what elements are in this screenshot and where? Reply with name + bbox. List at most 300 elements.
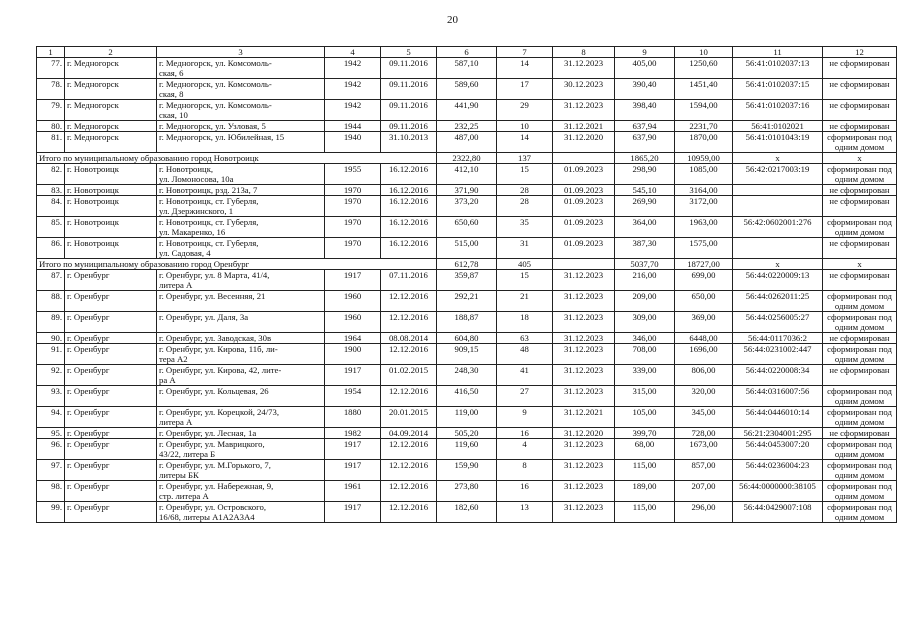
address-cell: г. Оренбург, ул. Заводская, 30в bbox=[157, 333, 325, 344]
row-number-cell: 95. bbox=[37, 428, 65, 439]
value-cell: 269,90 bbox=[615, 196, 675, 217]
status-cell: сформирован под одним домом bbox=[823, 132, 897, 153]
value-cell: 1085,00 bbox=[675, 164, 733, 185]
count-cell: 14 bbox=[497, 132, 553, 153]
count-cell: 137 bbox=[497, 153, 553, 164]
table-row bbox=[37, 217, 897, 238]
end-date-cell bbox=[553, 259, 615, 270]
area-cell: 248,30 bbox=[437, 365, 497, 386]
end-date-cell: 01.09.2023 bbox=[553, 238, 615, 259]
value-cell: 399,70 bbox=[615, 428, 675, 439]
end-date-cell: 31.12.2023 bbox=[553, 386, 615, 407]
status-cell: сформирован под одним домом bbox=[823, 312, 897, 333]
year-cell: 1970 bbox=[325, 217, 381, 238]
status-cell: не сформирован bbox=[823, 270, 897, 291]
area-cell: 232,25 bbox=[437, 121, 497, 132]
status-cell: не сформирован bbox=[823, 238, 897, 259]
row-number-cell: 77. bbox=[37, 58, 65, 79]
page-number: 20 bbox=[447, 14, 458, 26]
date-cell: 12.12.2016 bbox=[381, 344, 437, 365]
end-date-cell: 01.09.2023 bbox=[553, 185, 615, 196]
end-date-cell: 31.12.2023 bbox=[553, 291, 615, 312]
address-cell: г. Оренбург, ул. Островского, 16/68, литеры А1А2А3А4 bbox=[157, 502, 325, 523]
year-cell: 1964 bbox=[325, 333, 381, 344]
date-cell: 20.01.2015 bbox=[381, 407, 437, 428]
date-cell: 16.12.2016 bbox=[381, 238, 437, 259]
value-cell: 6448,00 bbox=[675, 333, 733, 344]
table-row bbox=[37, 270, 897, 291]
area-cell: 371,90 bbox=[437, 185, 497, 196]
date-cell: 09.11.2016 bbox=[381, 100, 437, 121]
date-cell: 09.11.2016 bbox=[381, 58, 437, 79]
count-cell: 10 bbox=[497, 121, 553, 132]
table-row bbox=[37, 386, 897, 407]
table-row bbox=[37, 407, 897, 428]
value-cell: 1451,40 bbox=[675, 79, 733, 100]
value-cell: 5037,70 bbox=[615, 259, 675, 270]
date-cell: 16.12.2016 bbox=[381, 185, 437, 196]
city-cell: г. Оренбург bbox=[65, 502, 157, 523]
cadastral-cell: 56:44:0117036:2 bbox=[733, 333, 823, 344]
year-cell: 1970 bbox=[325, 238, 381, 259]
value-cell: 209,00 bbox=[615, 291, 675, 312]
area-cell: 412,10 bbox=[437, 164, 497, 185]
table-row bbox=[37, 121, 897, 132]
date-cell: 12.12.2016 bbox=[381, 386, 437, 407]
end-date-cell: 31.12.2021 bbox=[553, 121, 615, 132]
cadastral-cell: 56:42:0217003:19 bbox=[733, 164, 823, 185]
cadastral-cell: 56:44:0236004:23 bbox=[733, 460, 823, 481]
address-cell: г. Медногорск, ул. Комсомоль- ская, 6 bbox=[157, 58, 325, 79]
date-cell: 04.09.2014 bbox=[381, 428, 437, 439]
value-cell: 296,00 bbox=[675, 502, 733, 523]
cadastral-cell: 56:44:0256005:27 bbox=[733, 312, 823, 333]
area-cell: 515,00 bbox=[437, 238, 497, 259]
year-cell: 1960 bbox=[325, 312, 381, 333]
header-cell-5: 5 bbox=[381, 47, 437, 58]
value-cell: 650,00 bbox=[675, 291, 733, 312]
row-number-cell: 86. bbox=[37, 238, 65, 259]
year-cell: 1982 bbox=[325, 428, 381, 439]
status-cell: не сформирован bbox=[823, 196, 897, 217]
city-cell: г. Оренбург bbox=[65, 344, 157, 365]
value-cell: 1870,00 bbox=[675, 132, 733, 153]
value-cell: 387,30 bbox=[615, 238, 675, 259]
area-cell: 119,60 bbox=[437, 439, 497, 460]
date-cell: 31.10.2013 bbox=[381, 132, 437, 153]
header-cell-7: 7 bbox=[497, 47, 553, 58]
row-number-cell: 83. bbox=[37, 185, 65, 196]
row-number-cell: 79. bbox=[37, 100, 65, 121]
value-cell: 637,90 bbox=[615, 132, 675, 153]
value-cell: 1575,00 bbox=[675, 238, 733, 259]
header-cell-9: 9 bbox=[615, 47, 675, 58]
row-number-cell: 96. bbox=[37, 439, 65, 460]
count-cell: 8 bbox=[497, 460, 553, 481]
header-cell-12: 12 bbox=[823, 47, 897, 58]
table-row bbox=[37, 365, 897, 386]
city-cell: г. Оренбург bbox=[65, 439, 157, 460]
date-cell: 12.12.2016 bbox=[381, 312, 437, 333]
address-cell: г. Новотроицк, ст. Губерля, ул. Садовая, 4 bbox=[157, 238, 325, 259]
count-cell: 35 bbox=[497, 217, 553, 238]
cadastral-cell bbox=[733, 185, 823, 196]
address-cell: г. Оренбург, ул. Лесная, 1а bbox=[157, 428, 325, 439]
cadastral-cell: 56:41:0102037:15 bbox=[733, 79, 823, 100]
year-cell: 1917 bbox=[325, 365, 381, 386]
city-cell: г. Оренбург bbox=[65, 428, 157, 439]
table-row bbox=[37, 428, 897, 439]
city-cell: г. Медногорск bbox=[65, 79, 157, 100]
table-row bbox=[37, 185, 897, 196]
row-number-cell: 82. bbox=[37, 164, 65, 185]
address-cell: г. Оренбург, ул. Весенняя, 21 bbox=[157, 291, 325, 312]
count-cell: 16 bbox=[497, 481, 553, 502]
city-cell: г. Новотроицк bbox=[65, 238, 157, 259]
date-cell: 07.11.2016 bbox=[381, 270, 437, 291]
cadastral-cell: 56:41:0102021 bbox=[733, 121, 823, 132]
end-date-cell: 31.12.2023 bbox=[553, 312, 615, 333]
address-cell: г. Оренбург, ул. 8 Марта, 41/4, литера А bbox=[157, 270, 325, 291]
value-cell: 545,10 bbox=[615, 185, 675, 196]
count-cell: 17 bbox=[497, 79, 553, 100]
table-row bbox=[37, 132, 897, 153]
date-cell: 12.12.2016 bbox=[381, 502, 437, 523]
area-cell: 416,50 bbox=[437, 386, 497, 407]
count-cell: 16 bbox=[497, 428, 553, 439]
count-cell: 28 bbox=[497, 185, 553, 196]
value-cell: 1673,00 bbox=[675, 439, 733, 460]
address-cell: г. Оренбург, ул. Набережная, 9, стр. литера А bbox=[157, 481, 325, 502]
header-cell-8: 8 bbox=[553, 47, 615, 58]
count-cell: 63 bbox=[497, 333, 553, 344]
end-date-cell: 01.09.2023 bbox=[553, 164, 615, 185]
cadastral-cell: x bbox=[733, 153, 823, 164]
end-date-cell: 01.09.2023 bbox=[553, 196, 615, 217]
value-cell: 320,00 bbox=[675, 386, 733, 407]
address-cell: г. Новотроицк, рзд. 213а, 7 bbox=[157, 185, 325, 196]
header-row bbox=[37, 47, 897, 58]
address-cell: г. Медногорск, ул. Узловая, 5 bbox=[157, 121, 325, 132]
row-number-cell: 99. bbox=[37, 502, 65, 523]
address-cell: г. Медногорск, ул. Комсомоль- ская, 10 bbox=[157, 100, 325, 121]
end-date-cell: 31.12.2023 bbox=[553, 502, 615, 523]
address-cell: г. Оренбург, ул. Кольцевая, 26 bbox=[157, 386, 325, 407]
count-cell: 13 bbox=[497, 502, 553, 523]
cadastral-cell bbox=[733, 196, 823, 217]
year-cell: 1954 bbox=[325, 386, 381, 407]
date-cell: 12.12.2016 bbox=[381, 460, 437, 481]
row-number-cell: 81. bbox=[37, 132, 65, 153]
count-cell: 15 bbox=[497, 270, 553, 291]
value-cell: 189,00 bbox=[615, 481, 675, 502]
cadastral-cell: 56:44:0453007:20 bbox=[733, 439, 823, 460]
status-cell: x bbox=[823, 259, 897, 270]
header-cell-3: 3 bbox=[157, 47, 325, 58]
year-cell: 1917 bbox=[325, 502, 381, 523]
city-cell: г. Оренбург bbox=[65, 270, 157, 291]
table-row bbox=[37, 291, 897, 312]
value-cell: 1963,00 bbox=[675, 217, 733, 238]
status-cell: сформирован под одним домом bbox=[823, 502, 897, 523]
city-cell: г. Медногорск bbox=[65, 58, 157, 79]
count-cell: 28 bbox=[497, 196, 553, 217]
city-cell: г. Новотроицк bbox=[65, 185, 157, 196]
status-cell: x bbox=[823, 153, 897, 164]
area-cell: 612,78 bbox=[437, 259, 497, 270]
cadastral-cell: 56:41:0101043:19 bbox=[733, 132, 823, 153]
value-cell: 309,00 bbox=[615, 312, 675, 333]
row-number-cell: 87. bbox=[37, 270, 65, 291]
date-cell: 16.12.2016 bbox=[381, 164, 437, 185]
value-cell: 390,40 bbox=[615, 79, 675, 100]
address-cell: г. Оренбург, ул. Кирова, 42, лите- ра А bbox=[157, 365, 325, 386]
row-number-cell: 88. bbox=[37, 291, 65, 312]
status-cell: сформирован под одним домом bbox=[823, 164, 897, 185]
end-date-cell: 31.12.2020 bbox=[553, 428, 615, 439]
status-cell: не сформирован bbox=[823, 185, 897, 196]
year-cell: 1880 bbox=[325, 407, 381, 428]
value-cell: 1594,00 bbox=[675, 100, 733, 121]
value-cell: 315,00 bbox=[615, 386, 675, 407]
area-cell: 159,90 bbox=[437, 460, 497, 481]
count-cell: 9 bbox=[497, 407, 553, 428]
city-cell: г. Оренбург bbox=[65, 365, 157, 386]
area-cell: 505,20 bbox=[437, 428, 497, 439]
value-cell: 1696,00 bbox=[675, 344, 733, 365]
city-cell: г. Медногорск bbox=[65, 132, 157, 153]
value-cell: 115,00 bbox=[615, 502, 675, 523]
end-date-cell: 31.12.2023 bbox=[553, 365, 615, 386]
address-cell: г. Оренбург, ул. М.Горького, 7, литеры БК bbox=[157, 460, 325, 481]
table-row bbox=[37, 164, 897, 185]
area-cell: 373,20 bbox=[437, 196, 497, 217]
row-number-cell: 97. bbox=[37, 460, 65, 481]
end-date-cell: 31.12.2023 bbox=[553, 439, 615, 460]
address-cell: г. Новотроицк, ул. Ломоносова, 10а bbox=[157, 164, 325, 185]
year-cell: 1917 bbox=[325, 270, 381, 291]
date-cell: 12.12.2016 bbox=[381, 291, 437, 312]
status-cell: не сформирован bbox=[823, 121, 897, 132]
status-cell: не сформирован bbox=[823, 333, 897, 344]
status-cell: сформирован под одним домом bbox=[823, 481, 897, 502]
address-cell: г. Оренбург, ул. Даля, 3а bbox=[157, 312, 325, 333]
row-number-cell: 92. bbox=[37, 365, 65, 386]
cadastral-cell: 56:44:0000000:38105 bbox=[733, 481, 823, 502]
value-cell: 18727,00 bbox=[675, 259, 733, 270]
cadastral-cell: x bbox=[733, 259, 823, 270]
row-number-cell: 94. bbox=[37, 407, 65, 428]
end-date-cell: 31.12.2023 bbox=[553, 481, 615, 502]
status-cell: сформирован под одним домом bbox=[823, 217, 897, 238]
table-row bbox=[37, 238, 897, 259]
status-cell: сформирован под одним домом bbox=[823, 460, 897, 481]
status-cell: не сформирован bbox=[823, 428, 897, 439]
count-cell: 4 bbox=[497, 439, 553, 460]
value-cell: 1250,60 bbox=[675, 58, 733, 79]
end-date-cell: 31.12.2023 bbox=[553, 58, 615, 79]
cadastral-cell: 56:44:0429007:108 bbox=[733, 502, 823, 523]
end-date-cell: 31.12.2021 bbox=[553, 407, 615, 428]
value-cell: 207,00 bbox=[675, 481, 733, 502]
date-cell: 08.08.2014 bbox=[381, 333, 437, 344]
address-cell: г. Оренбург, ул. Маврицкого, 43/22, литера Б bbox=[157, 439, 325, 460]
cadastral-cell: 56:44:0231002:447 bbox=[733, 344, 823, 365]
year-cell: 1960 bbox=[325, 291, 381, 312]
table-row bbox=[37, 58, 897, 79]
year-cell: 1900 bbox=[325, 344, 381, 365]
table-row bbox=[37, 460, 897, 481]
row-number-cell: 98. bbox=[37, 481, 65, 502]
date-cell: 12.12.2016 bbox=[381, 481, 437, 502]
value-cell: 405,00 bbox=[615, 58, 675, 79]
count-cell: 14 bbox=[497, 58, 553, 79]
count-cell: 27 bbox=[497, 386, 553, 407]
cadastral-cell: 56:44:0316007:56 bbox=[733, 386, 823, 407]
subtotal-row bbox=[37, 153, 897, 164]
address-cell: г. Новотроицк, ст. Губерля, ул. Дзержинского, 1 bbox=[157, 196, 325, 217]
year-cell: 1961 bbox=[325, 481, 381, 502]
header-cell-10: 10 bbox=[675, 47, 733, 58]
area-cell: 589,60 bbox=[437, 79, 497, 100]
value-cell: 68,00 bbox=[615, 439, 675, 460]
city-cell: г. Медногорск bbox=[65, 100, 157, 121]
end-date-cell: 31.12.2023 bbox=[553, 333, 615, 344]
cadastral-cell: 56:44:0446010:14 bbox=[733, 407, 823, 428]
area-cell: 292,21 bbox=[437, 291, 497, 312]
address-cell: г. Новотроицк, ст. Губерля, ул. Макаренко, 16 bbox=[157, 217, 325, 238]
table-row bbox=[37, 502, 897, 523]
table-row bbox=[37, 100, 897, 121]
end-date-cell: 31.12.2023 bbox=[553, 344, 615, 365]
city-cell: г. Медногорск bbox=[65, 121, 157, 132]
area-cell: 604,80 bbox=[437, 333, 497, 344]
status-cell: сформирован под одним домом bbox=[823, 291, 897, 312]
count-cell: 31 bbox=[497, 238, 553, 259]
row-number-cell: 93. bbox=[37, 386, 65, 407]
header-cell-2: 2 bbox=[65, 47, 157, 58]
table-row bbox=[37, 79, 897, 100]
city-cell: г. Новотроицк bbox=[65, 196, 157, 217]
year-cell: 1942 bbox=[325, 79, 381, 100]
status-cell: не сформирован bbox=[823, 100, 897, 121]
value-cell: 2231,70 bbox=[675, 121, 733, 132]
cadastral-cell: 56:42:0602001:276 bbox=[733, 217, 823, 238]
year-cell: 1917 bbox=[325, 460, 381, 481]
year-cell: 1944 bbox=[325, 121, 381, 132]
value-cell: 216,00 bbox=[615, 270, 675, 291]
year-cell: 1940 bbox=[325, 132, 381, 153]
table-row bbox=[37, 196, 897, 217]
end-date-cell: 31.12.2023 bbox=[553, 270, 615, 291]
value-cell: 3172,00 bbox=[675, 196, 733, 217]
row-number-cell: 80. bbox=[37, 121, 65, 132]
date-cell: 16.12.2016 bbox=[381, 196, 437, 217]
date-cell: 01.02.2015 bbox=[381, 365, 437, 386]
area-cell: 182,60 bbox=[437, 502, 497, 523]
value-cell: 346,00 bbox=[615, 333, 675, 344]
value-cell: 364,00 bbox=[615, 217, 675, 238]
end-date-cell: 31.12.2023 bbox=[553, 460, 615, 481]
row-number-cell: 78. bbox=[37, 79, 65, 100]
subtotal-label: Итого по муниципальному образованию город Новотроицк bbox=[37, 153, 437, 164]
header-cell-11: 11 bbox=[733, 47, 823, 58]
housing-table bbox=[36, 46, 897, 523]
value-cell: 728,00 bbox=[675, 428, 733, 439]
status-cell: не сформирован bbox=[823, 79, 897, 100]
area-cell: 119,00 bbox=[437, 407, 497, 428]
cadastral-cell: 56:44:0220009:13 bbox=[733, 270, 823, 291]
date-cell: 12.12.2016 bbox=[381, 439, 437, 460]
area-cell: 650,60 bbox=[437, 217, 497, 238]
header-cell-1: 1 bbox=[37, 47, 65, 58]
area-cell: 441,90 bbox=[437, 100, 497, 121]
cadastral-cell: 56:44:0262011:25 bbox=[733, 291, 823, 312]
cadastral-cell: 56:41:0102037:16 bbox=[733, 100, 823, 121]
status-cell: сформирован под одним домом bbox=[823, 407, 897, 428]
status-cell: не сформирован bbox=[823, 58, 897, 79]
city-cell: г. Оренбург bbox=[65, 460, 157, 481]
address-cell: г. Оренбург, ул. Корецкой, 24/73, литера А bbox=[157, 407, 325, 428]
end-date-cell: 01.09.2023 bbox=[553, 217, 615, 238]
count-cell: 18 bbox=[497, 312, 553, 333]
value-cell: 3164,00 bbox=[675, 185, 733, 196]
date-cell: 16.12.2016 bbox=[381, 217, 437, 238]
row-number-cell: 85. bbox=[37, 217, 65, 238]
value-cell: 298,90 bbox=[615, 164, 675, 185]
value-cell: 637,94 bbox=[615, 121, 675, 132]
count-cell: 29 bbox=[497, 100, 553, 121]
city-cell: г. Оренбург bbox=[65, 291, 157, 312]
value-cell: 806,00 bbox=[675, 365, 733, 386]
row-number-cell: 89. bbox=[37, 312, 65, 333]
cadastral-cell: 56:44:0220008:34 bbox=[733, 365, 823, 386]
year-cell: 1970 bbox=[325, 196, 381, 217]
cadastral-cell: 56:41:0102037:13 bbox=[733, 58, 823, 79]
city-cell: г. Оренбург bbox=[65, 333, 157, 344]
value-cell: 345,00 bbox=[675, 407, 733, 428]
city-cell: г. Оренбург bbox=[65, 481, 157, 502]
value-cell: 339,00 bbox=[615, 365, 675, 386]
area-cell: 359,87 bbox=[437, 270, 497, 291]
year-cell: 1917 bbox=[325, 439, 381, 460]
area-cell: 2322,80 bbox=[437, 153, 497, 164]
count-cell: 15 bbox=[497, 164, 553, 185]
value-cell: 857,00 bbox=[675, 460, 733, 481]
year-cell: 1955 bbox=[325, 164, 381, 185]
city-cell: г. Оренбург bbox=[65, 407, 157, 428]
year-cell: 1970 bbox=[325, 185, 381, 196]
address-cell: г. Оренбург, ул. Кирова, 11б, ли- тера А2 bbox=[157, 344, 325, 365]
date-cell: 09.11.2016 bbox=[381, 79, 437, 100]
city-cell: г. Новотроицк bbox=[65, 164, 157, 185]
cadastral-cell: 56:21:2304001:295 bbox=[733, 428, 823, 439]
value-cell: 10959,00 bbox=[675, 153, 733, 164]
cadastral-cell bbox=[733, 238, 823, 259]
value-cell: 708,00 bbox=[615, 344, 675, 365]
end-date-cell bbox=[553, 153, 615, 164]
status-cell: сформирован под одним домом bbox=[823, 344, 897, 365]
value-cell: 115,00 bbox=[615, 460, 675, 481]
area-cell: 587,10 bbox=[437, 58, 497, 79]
area-cell: 487,00 bbox=[437, 132, 497, 153]
end-date-cell: 30.12.2023 bbox=[553, 79, 615, 100]
table-row bbox=[37, 344, 897, 365]
area-cell: 273,80 bbox=[437, 481, 497, 502]
count-cell: 48 bbox=[497, 344, 553, 365]
city-cell: г. Оренбург bbox=[65, 386, 157, 407]
row-number-cell: 84. bbox=[37, 196, 65, 217]
